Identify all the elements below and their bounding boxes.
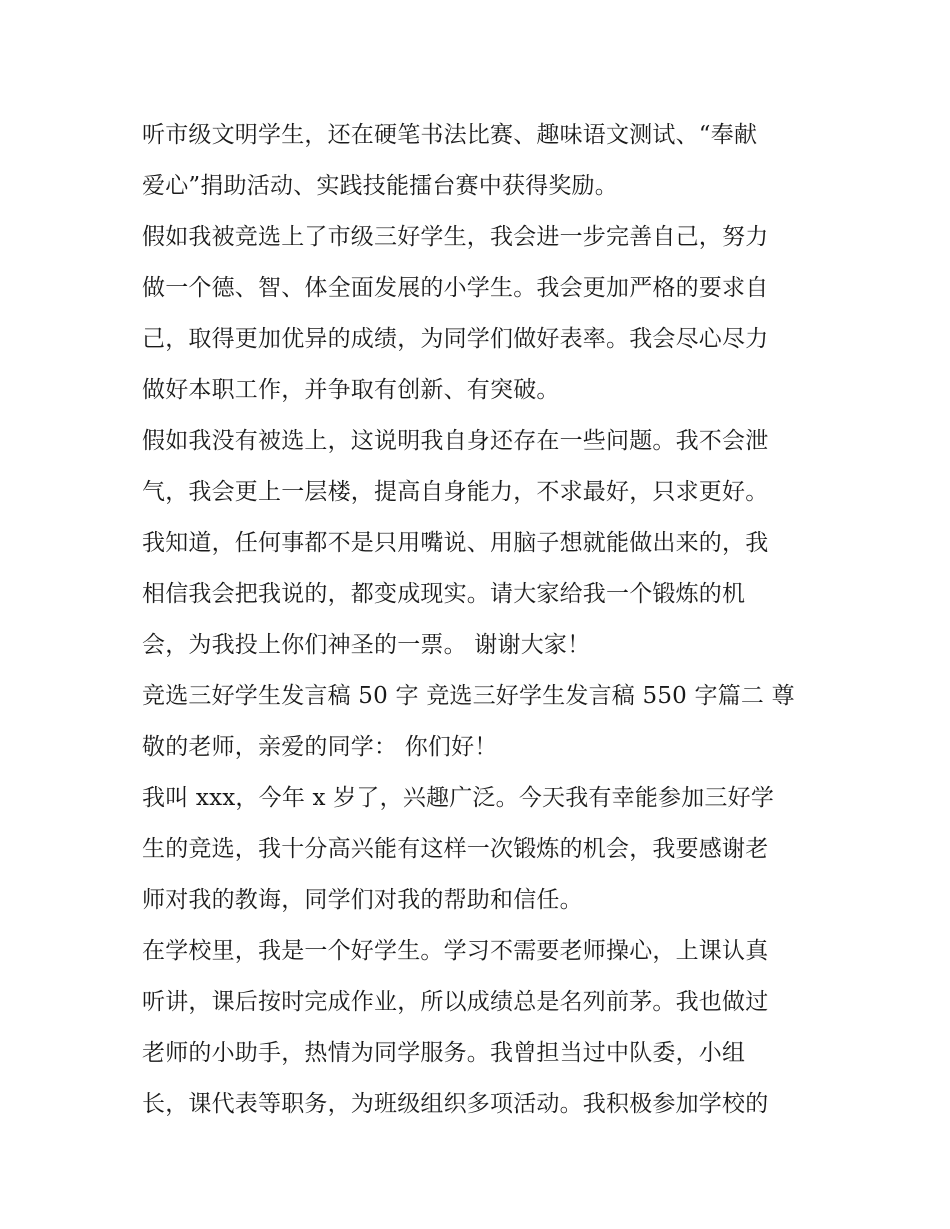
text-line: 做一个德、智、体全面发展的小学生。我会更加严格的要求自	[142, 275, 769, 301]
text-line: 我知道，任何事都不是只用嘴说、用脑子想就能做出来的，我	[142, 530, 769, 556]
text-line: 师对我的教诲，同学们对我的帮助和信任。	[142, 887, 583, 913]
text-line: 相信我会把我说的，都变成现实。请大家给我一个锻炼的机	[142, 581, 746, 607]
text-line: 竞选三好学生发言稿 50 字 竞选三好学生发言稿 550 字篇二 尊	[142, 683, 795, 709]
text-line: 己，取得更加优异的成绩，为同学们做好表率。我会尽心尽力	[142, 326, 769, 352]
text-line: 老师的小助手，热情为同学服务。我曾担当过中队委，小组	[142, 1040, 746, 1066]
text-line: 听讲，课后按时完成作业，所以成绩总是名列前茅。我也做过	[142, 989, 769, 1015]
text-line: 长，课代表等职务，为班级组织多项活动。我积极参加学校的	[142, 1091, 769, 1117]
text-line: 在学校里，我是一个好学生。学习不需要老师操心，上课认真	[142, 938, 769, 964]
document-body	[142, 110, 814, 1130]
text-line: 生的竞选，我十分高兴能有这样一次锻炼的机会，我要感谢老	[142, 836, 769, 862]
text-line: 爱心”捐助活动、实践技能擂台赛中获得奖励。	[142, 173, 618, 199]
text-line: 假如我没有被选上，这说明我自身还存在一些问题。我不会泄	[142, 428, 769, 454]
text-line: 假如我被竞选上了市级三好学生，我会进一步完善自己，努力	[142, 224, 769, 250]
text-line: 我叫 xxx，今年 x 岁了，兴趣广泛。今天我有幸能参加三好学	[142, 785, 775, 811]
text-line: 会，为我投上你们神圣的一票。 谢谢大家！	[142, 632, 591, 658]
text-line: 敬的老师，亲爱的同学： 你们好！	[142, 734, 498, 760]
text-line: 做好本职工作，并争取有创新、有突破。	[142, 377, 560, 403]
text-line: 气，我会更上一层楼，提高自身能力，不求最好，只求更好。	[142, 479, 769, 505]
text-line: 听市级文明学生，还在硬笔书法比赛、趣味语文测试、“奉献	[142, 122, 758, 148]
